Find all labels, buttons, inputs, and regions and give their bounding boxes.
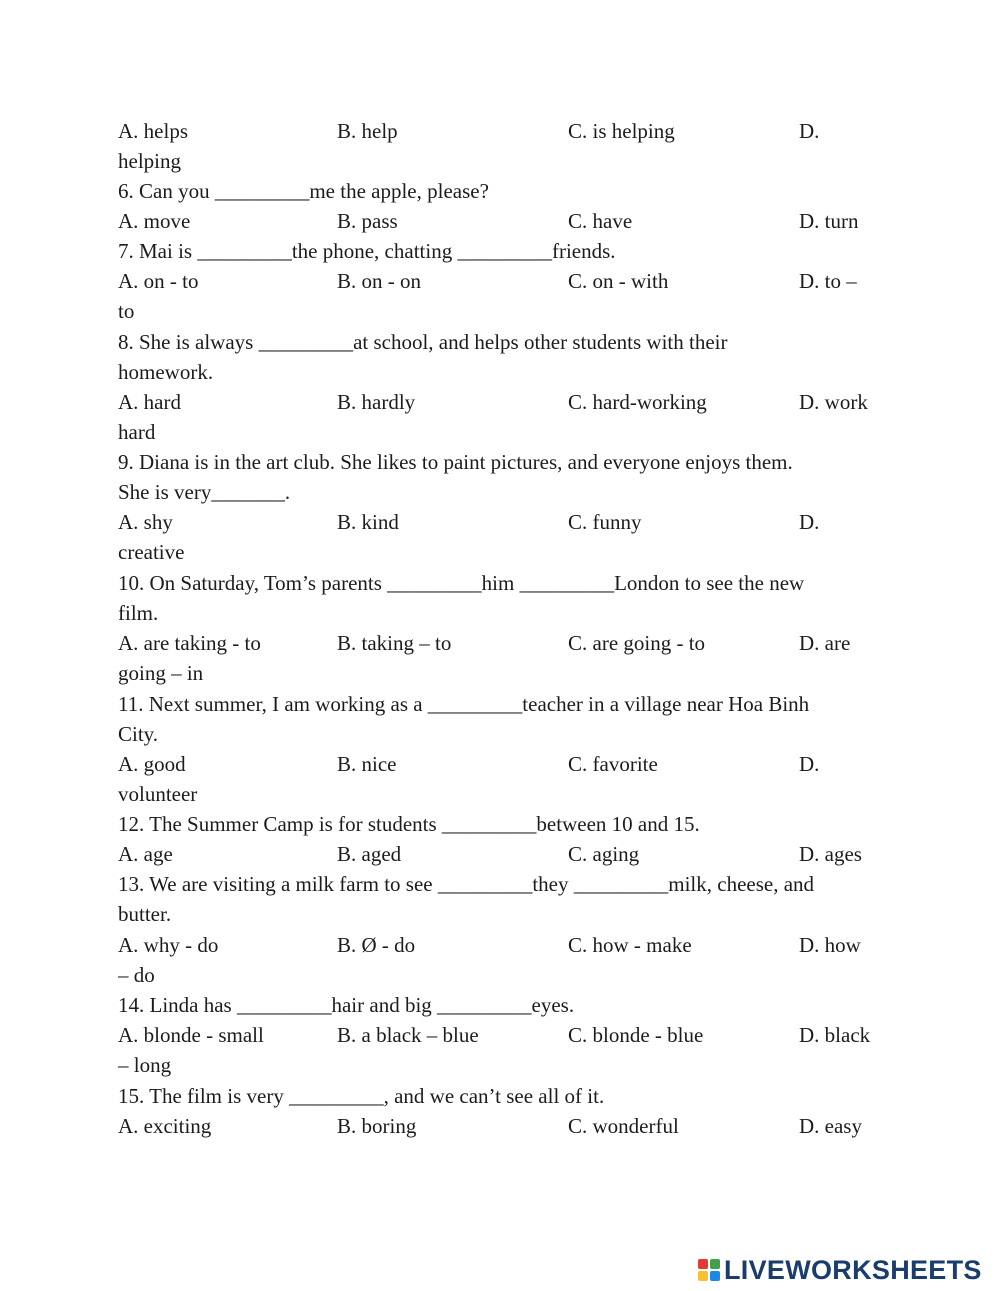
q12-stem: 12. The Summer Camp is for students _________between 10 and 15. xyxy=(118,812,700,836)
q9-stem-line2: She is very_______. xyxy=(118,480,291,504)
q15-option-b[interactable]: B. boring xyxy=(337,1114,417,1138)
q7-option-c[interactable]: C. on - with xyxy=(568,269,669,293)
liveworksheets-logo[interactable] xyxy=(698,1250,982,1290)
q15-option-a[interactable]: A. exciting xyxy=(118,1114,212,1138)
q11-option-d-continued: volunteer xyxy=(118,782,198,806)
logo-text: LIVEWORKSHEETS xyxy=(724,1254,982,1285)
q12-option-a[interactable]: A. age xyxy=(118,842,173,866)
q8-stem-line2: homework. xyxy=(118,360,214,384)
q13-stem-line2: butter. xyxy=(118,902,172,926)
logo-block-green xyxy=(710,1259,720,1269)
logo-block-yellow xyxy=(698,1271,708,1281)
q7-stem: 7. Mai is _________the phone, chatting _________friends. xyxy=(118,239,616,263)
q9-option-c[interactable]: C. funny xyxy=(568,510,642,534)
q10-option-a[interactable]: A. are taking - to xyxy=(118,631,261,655)
q11-stem-line2: City. xyxy=(118,722,159,746)
q10-option-d[interactable]: D. are xyxy=(799,631,851,655)
q10-option-d-continued: going – in xyxy=(118,661,204,685)
q15-option-d[interactable]: D. easy xyxy=(799,1114,862,1138)
q7-option-d-continued: to xyxy=(118,299,135,323)
q15-option-c[interactable]: C. wonderful xyxy=(568,1114,679,1138)
q9-option-a[interactable]: A. shy xyxy=(118,510,173,534)
q11-option-c[interactable]: C. favorite xyxy=(568,752,658,776)
q5-option-a[interactable]: A. helps xyxy=(118,119,188,143)
q6-option-d[interactable]: D. turn xyxy=(799,209,859,233)
q9-option-d[interactable]: D. xyxy=(799,510,820,534)
q14-stem: 14. Linda has _________hair and big _________eyes. xyxy=(118,993,575,1017)
q7-option-b[interactable]: B. on - on xyxy=(337,269,421,293)
q9-option-b[interactable]: B. kind xyxy=(337,510,399,534)
q8-option-d[interactable]: D. work xyxy=(799,390,868,414)
q8-option-b[interactable]: B. hardly xyxy=(337,390,416,414)
q11-option-d[interactable]: D. xyxy=(799,752,820,776)
q13-option-c[interactable]: C. how - make xyxy=(568,933,692,957)
q6-option-a[interactable]: A. move xyxy=(118,209,191,233)
q11-stem-line1: 11. Next summer, I am working as a _________teacher in a village near Hoa Binh xyxy=(118,692,810,716)
q14-option-d-continued: – long xyxy=(118,1053,172,1077)
q10-stem-line2: film. xyxy=(118,601,159,625)
q9-stem-line1: 9. Diana is in the art club. She likes to paint pictures, and everyone enjoys them. xyxy=(118,450,793,474)
q14-option-d[interactable]: D. black xyxy=(799,1023,871,1047)
q10-option-b[interactable]: B. taking – to xyxy=(337,631,452,655)
q13-option-d[interactable]: D. how xyxy=(799,933,861,957)
q14-option-c[interactable]: C. blonde - blue xyxy=(568,1023,704,1047)
q6-stem: 6. Can you _________me the apple, please? xyxy=(118,179,489,203)
q13-option-b[interactable]: B. Ø - do xyxy=(337,933,416,957)
q5-option-d[interactable]: D. xyxy=(799,119,820,143)
q8-stem-line1: 8. She is always _________at school, and helps other students with their xyxy=(118,330,728,354)
q14-option-a[interactable]: A. blonde - small xyxy=(118,1023,264,1047)
q7-option-d[interactable]: D. to – xyxy=(799,269,857,293)
q8-option-c[interactable]: C. hard-working xyxy=(568,390,707,414)
q5-option-b[interactable]: B. help xyxy=(337,119,398,143)
q13-stem-line1: 13. We are visiting a milk farm to see _________they _________milk, cheese, and xyxy=(118,872,815,896)
q8-option-d-continued: hard xyxy=(118,420,156,444)
q13-option-a[interactable]: A. why - do xyxy=(118,933,219,957)
q6-option-b[interactable]: B. pass xyxy=(337,209,398,233)
q5-option-c[interactable]: C. is helping xyxy=(568,119,675,143)
q12-option-b[interactable]: B. aged xyxy=(337,842,402,866)
logo-block-blue xyxy=(710,1271,720,1281)
q11-option-b[interactable]: B. nice xyxy=(337,752,397,776)
logo-block-red xyxy=(698,1259,708,1269)
q12-option-d[interactable]: D. ages xyxy=(799,842,862,866)
q5-option-d-continued: helping xyxy=(118,149,181,173)
q13-option-d-continued: – do xyxy=(118,963,155,987)
q15-stem: 15. The film is very _________, and we can’t see all of it. xyxy=(118,1084,605,1108)
q10-option-c[interactable]: C. are going - to xyxy=(568,631,706,655)
logo-blocks-icon xyxy=(698,1259,720,1281)
q11-option-a[interactable]: A. good xyxy=(118,752,186,776)
q8-option-a[interactable]: A. hard xyxy=(118,390,181,414)
q12-option-c[interactable]: C. aging xyxy=(568,842,640,866)
q7-option-a[interactable]: A. on - to xyxy=(118,269,199,293)
q9-option-d-continued: creative xyxy=(118,540,185,564)
q6-option-c[interactable]: C. have xyxy=(568,209,633,233)
q10-stem-line1: 10. On Saturday, Tom’s parents _________him _________London to see the new xyxy=(118,571,805,595)
q14-option-b[interactable]: B. a black – blue xyxy=(337,1023,479,1047)
